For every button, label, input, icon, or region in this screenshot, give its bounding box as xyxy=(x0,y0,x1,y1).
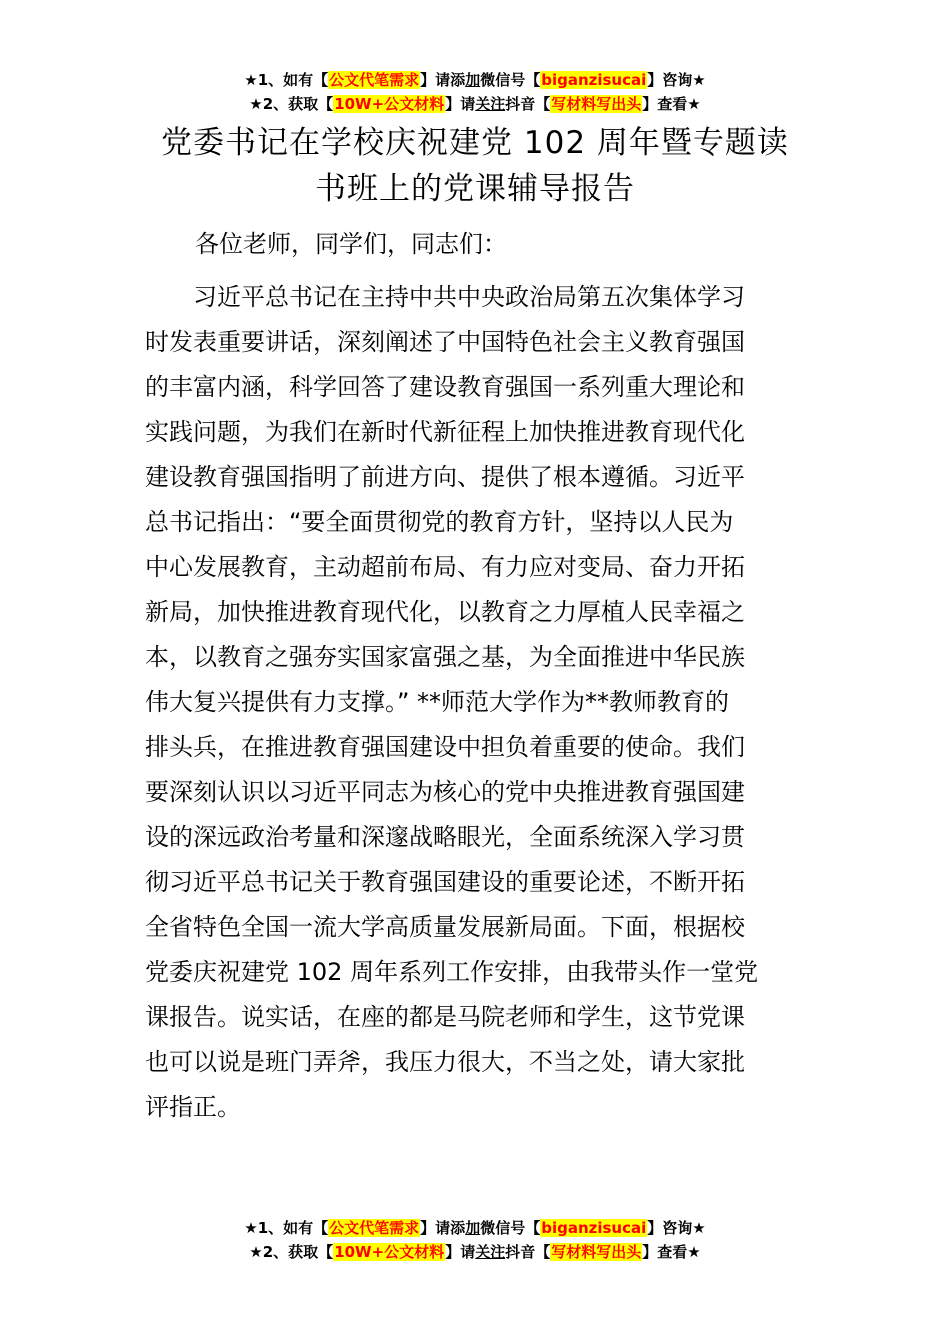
promo-douyin-id: 写材料写出头 xyxy=(551,95,642,113)
promo-text: 抖音【 xyxy=(505,1243,551,1261)
promo-text: ★2、获取【 xyxy=(249,95,334,113)
bottom-promo-banner xyxy=(0,1216,950,1264)
promo-text: 】请添 xyxy=(420,71,466,89)
promo-underlined-text: 关注 xyxy=(475,95,506,113)
promo-text: 】咨询★ xyxy=(647,71,706,89)
promo-highlight: 10W+公文材料 xyxy=(334,95,445,113)
promo-underlined-text: 加 xyxy=(465,1219,481,1237)
paragraph-line: 也可以说是班门弄斧，我压力很大，不当之处，请大家批 xyxy=(145,1048,745,1076)
promo-douyin-id: 写材料写出头 xyxy=(551,1243,642,1261)
promo-text: 】查看★ xyxy=(642,95,701,113)
paragraph-line: 评指正。 xyxy=(145,1093,241,1121)
paragraph-line: 党委庆祝建党 102 周年系列工作安排，由我带头作一堂党 xyxy=(145,958,759,986)
promo-underlined-text: 加 xyxy=(465,71,481,89)
promo-text: 】咨询★ xyxy=(647,1219,706,1237)
promo-highlight: 10W+公文材料 xyxy=(334,1243,445,1261)
promo-line-1 xyxy=(0,1216,950,1240)
promo-text: ★1、如有【 xyxy=(244,71,329,89)
paragraph-line: 习近平总书记在主持中共中央政治局第五次集体学习 xyxy=(145,283,745,311)
paragraph-line: 排头兵，在推进教育强国建设中担负着重要的使命。我们 xyxy=(145,733,745,761)
promo-text: 微信号【 xyxy=(480,71,541,89)
paragraph-line: 时发表重要讲话，深刻阐述了中国特色社会主义教育强国 xyxy=(145,328,745,356)
promo-line-1 xyxy=(0,68,950,92)
promo-line-2 xyxy=(0,92,950,116)
paragraph-line: 全省特色全国一流大学高质量发展新局面。下面，根据校 xyxy=(145,913,745,941)
title-line-2: 书班上的党课辅导报告 xyxy=(315,171,635,207)
paragraph-line: 课报告。说实话，在座的都是马院老师和学生，这节党课 xyxy=(145,1003,745,1031)
paragraph-line: 的丰富内涵，科学回答了建设教育强国一系列重大理论和 xyxy=(145,373,745,401)
paragraph-line: 设的深远政治考量和深邃战略眼光，全面系统深入学习贯 xyxy=(145,823,745,851)
promo-text: 】查看★ xyxy=(642,1243,701,1261)
promo-text: ★1、如有【 xyxy=(244,1219,329,1237)
paragraph-line: 本，以教育之强夯实国家富强之基，为全面推进中华民族 xyxy=(145,643,745,671)
paragraph-line: 实践问题，为我们在新时代新征程上加快推进教育现代化 xyxy=(145,418,745,446)
title-line-1: 党委书记在学校庆祝建党 102 周年暨专题读 xyxy=(161,125,789,161)
promo-text: 】请 xyxy=(445,1243,476,1261)
paragraph-line: 建设教育强国指明了前进方向、提供了根本遵循。习近平 xyxy=(145,463,745,491)
promo-wechat-id: biganzisucai xyxy=(541,71,647,89)
promo-underlined-text: 关注 xyxy=(475,1243,506,1261)
promo-text: 微信号【 xyxy=(480,1219,541,1237)
promo-text: 】请 xyxy=(445,95,476,113)
paragraph-line: 总书记指出：“要全面贯彻党的教育方针，坚持以人民为 xyxy=(145,508,734,536)
paragraph-line: 彻习近平总书记关于教育强国建设的重要论述，不断开拓 xyxy=(145,868,745,896)
promo-text: 】请添 xyxy=(420,1219,466,1237)
paragraph-line: 伟大复兴提供有力支撑。” **师范大学作为**教师教育的 xyxy=(145,688,730,716)
body-paragraph xyxy=(145,275,815,1130)
paragraph-line: 要深刻认识以习近平同志为核心的党中央推进教育强国建 xyxy=(145,778,745,806)
top-promo-banner xyxy=(0,68,950,116)
promo-text: 抖音【 xyxy=(505,95,551,113)
promo-highlight: 公文代笔需求 xyxy=(329,1219,420,1237)
greeting: 各位老师，同学们，同志们： xyxy=(195,230,507,258)
promo-line-2 xyxy=(0,1240,950,1264)
promo-wechat-id: biganzisucai xyxy=(541,1219,647,1237)
promo-highlight: 公文代笔需求 xyxy=(329,71,420,89)
paragraph-line: 中心发展教育，主动超前布局、有力应对变局、奋力开拓 xyxy=(145,553,745,581)
paragraph-line: 新局，加快推进教育现代化，以教育之力厚植人民幸福之 xyxy=(145,598,745,626)
document-title xyxy=(140,120,810,212)
promo-text: ★2、获取【 xyxy=(249,1243,334,1261)
